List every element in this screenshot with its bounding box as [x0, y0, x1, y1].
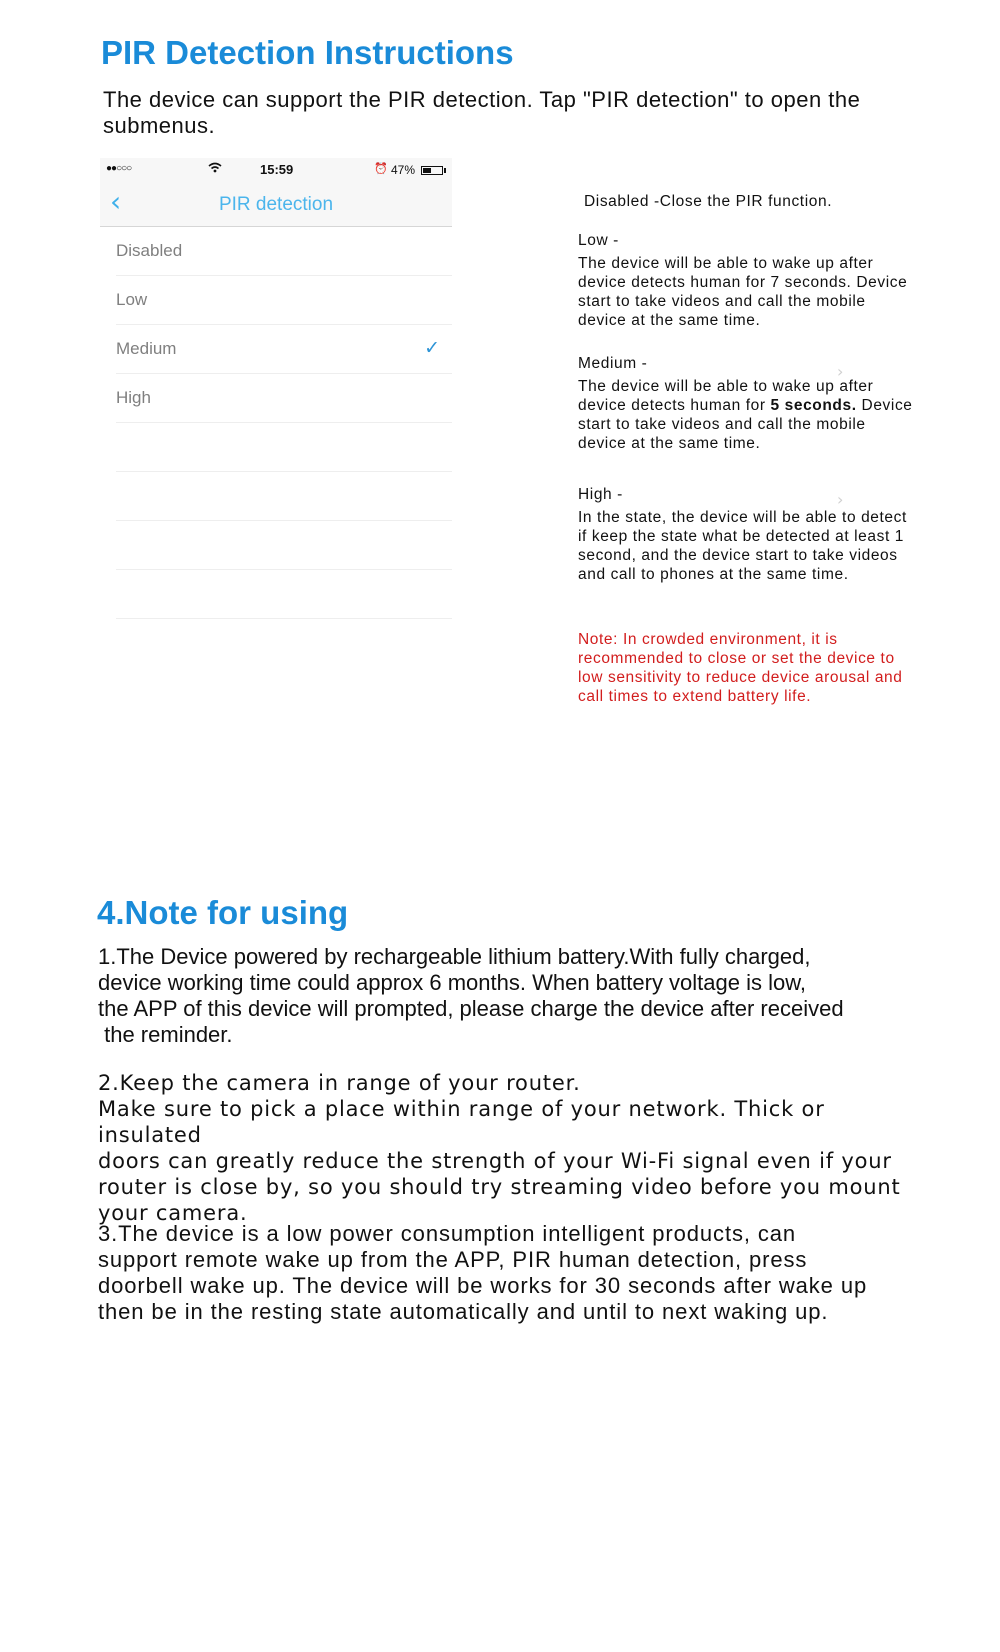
- checkmark-icon: ✓: [424, 337, 440, 359]
- text-line: 3.The device is a low power consumption intelligent products, can: [98, 1221, 797, 1246]
- desc-low-title: Low -: [578, 232, 619, 249]
- option-label: Disabled: [116, 241, 183, 260]
- nav-bar: [100, 182, 452, 227]
- desc-medium: [578, 354, 918, 453]
- note-paragraph-1: [98, 944, 918, 1048]
- text-line: support remote wake up from the APP, PIR human detection, press: [98, 1247, 808, 1272]
- status-time: 15:59: [260, 162, 294, 177]
- battery-fill: [423, 168, 431, 173]
- text-line: Make sure to pick a place within range of your network. Thick or insulated: [98, 1097, 825, 1147]
- option-medium[interactable]: [116, 325, 452, 374]
- text-line: doors can greatly reduce the strength of your Wi-Fi signal even if your: [98, 1149, 892, 1173]
- option-label: Medium: [116, 339, 177, 358]
- empty-row: [116, 472, 452, 521]
- chevron-right-icon: ›: [837, 490, 844, 509]
- text-line: doorbell wake up. The device will be works for 30 seconds after wake up: [98, 1273, 868, 1298]
- empty-row: [116, 619, 452, 667]
- option-label: High: [116, 388, 151, 407]
- desc-disabled: Disabled -Close the PIR function.: [584, 193, 833, 210]
- empty-row: [116, 521, 452, 570]
- status-bar: [100, 158, 452, 182]
- option-label: Low: [116, 290, 148, 309]
- desc-high-body: In the state, the device will be able to detect if keep the state what be detected at least 1 second, and the device start to take videos and call to phones at the same time.: [578, 509, 907, 583]
- empty-row: [116, 570, 452, 619]
- nav-title: PIR detection: [218, 194, 334, 215]
- pir-option-list: [100, 227, 452, 667]
- text-line: then be in the resting state automatically and until to next waking up.: [98, 1299, 829, 1324]
- signal-strength-icon: ●●○○○: [106, 163, 132, 174]
- alarm-icon: ⏰: [374, 163, 388, 175]
- desc-medium-body-text: The device will be able to wake up after device detects human for: [578, 378, 874, 414]
- text-line: your camera.: [98, 1201, 248, 1225]
- desc-medium-title: Medium -: [578, 355, 648, 372]
- battery-icon: [421, 166, 443, 175]
- battery-percentage: 47%: [391, 163, 416, 177]
- option-high[interactable]: [116, 374, 452, 423]
- note-warning: Note: In crowded environment, it is recommended to close or set the device to low sensitivity to reduce device arousal and call times to extend battery life.: [578, 631, 903, 705]
- note-paragraph-3: [98, 1221, 918, 1325]
- page-title: PIR Detection Instructions: [101, 34, 514, 71]
- text-line: router is close by, so you should try streaming video before you mount: [98, 1175, 901, 1199]
- desc-medium-body-text: Device start to take videos and call the mobile device at the same time.: [578, 397, 913, 452]
- empty-row: [116, 423, 452, 472]
- paragraph-heading: 2.Keep the camera in range of your router.: [98, 1071, 581, 1095]
- text-line: the APP of this device will prompted, please charge the device after received: [98, 996, 844, 1021]
- text-line: the reminder.: [98, 1022, 233, 1047]
- battery-tip: [444, 168, 446, 173]
- section-title: 4.Note for using: [97, 894, 349, 931]
- note-paragraph-2: [98, 1070, 918, 1226]
- chevron-left-icon[interactable]: ‹: [110, 185, 122, 218]
- desc-high-title: High -: [578, 486, 623, 503]
- desc-low: [578, 231, 918, 330]
- desc-medium-body: [578, 377, 918, 453]
- option-disabled[interactable]: [116, 227, 452, 276]
- chevron-right-icon: ›: [837, 362, 844, 381]
- phone-screenshot: [100, 158, 452, 728]
- wifi-icon: [208, 162, 222, 176]
- desc-high: [578, 485, 918, 584]
- text-line: device working time could approx 6 months. When battery voltage is low,: [98, 970, 807, 995]
- desc-medium-emphasis: 5 seconds.: [770, 397, 857, 414]
- option-low[interactable]: [116, 276, 452, 325]
- text-line: 1.The Device powered by rechargeable lithium battery.With fully charged,: [98, 944, 811, 969]
- desc-low-body: The device will be able to wake up after device detects human for 7 seconds. Device start to take videos and call the mobile device at the same time.: [578, 255, 908, 329]
- intro-text: The device can support the PIR detection. Tap "PIR detection" to open the submenus.: [103, 87, 861, 138]
